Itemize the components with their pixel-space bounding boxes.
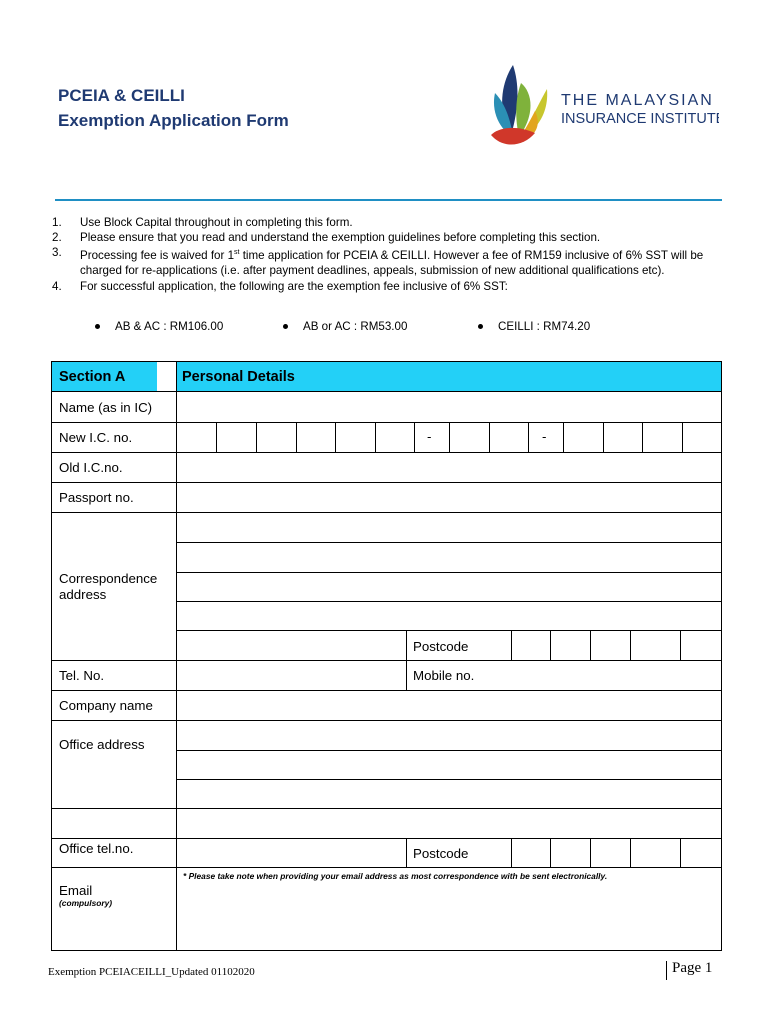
label-office-address: Office address [59, 737, 145, 752]
logo-text-line1: THE MALAYSIAN [561, 92, 714, 109]
label-postcode-office: Postcode [413, 846, 469, 861]
label-company: Company name [59, 698, 153, 713]
label-address: address [59, 587, 107, 602]
label-name: Name (as in IC) [59, 400, 153, 415]
leaf-logo-icon [491, 65, 547, 145]
ic-separator: - [542, 429, 547, 444]
bullet-icon [95, 324, 100, 329]
bullet-icon [283, 324, 288, 329]
instruction-item: 1. Use Block Capital throughout in completing this form. [52, 216, 353, 229]
email-compulsory-note: (compulsory) [59, 898, 113, 908]
fee-item: AB or AC : RM53.00 [283, 320, 407, 333]
form-subtitle: Exemption Application Form [58, 111, 289, 130]
logo-text-line2: INSURANCE INSTITUTE [561, 111, 719, 127]
email-input[interactable] [177, 880, 721, 950]
label-email: Email [59, 883, 93, 898]
office-address-input[interactable] [177, 721, 721, 838]
page-number: Page 1 [672, 960, 713, 976]
fee-item: AB & AC : RM106.00 [95, 320, 223, 333]
old-ic-input[interactable] [177, 453, 721, 482]
label-passport: Passport no. [59, 490, 134, 505]
instruction-item: 2. Please ensure that you read and understand the exemption guidelines before completing this section. [52, 231, 601, 245]
instruction-item: 4. For successful application, the following are the exemption fee inclusive of 6% SST: [52, 279, 508, 293]
fee-item: CEILLI : RM74.20 [478, 320, 590, 333]
section-title: Personal Details [182, 369, 295, 385]
label-postcode: Postcode [413, 639, 469, 654]
tel-input[interactable] [177, 661, 406, 690]
instructions-list [52, 215, 722, 294]
footer-doc-id: Exemption PCEIACEILLI_Updated 01102020 [48, 966, 255, 978]
instruction-item: 3. Processing fee is waived for 1st time application for PCEIA & CEILLI. However a fee of RM159 inclusive of 6% SST will be charged for re-applications (i.e. after payment deadlines, appeals, submission of new additional qualifications etc). [52, 246, 704, 278]
correspondence-address-input[interactable] [177, 513, 721, 630]
section-label: Section A [59, 369, 126, 385]
email-warning-note: * Please take note when providing your email address as most correspondence with be sent electronically. [183, 871, 608, 881]
passport-input[interactable] [177, 483, 721, 512]
label-correspondence: Correspondence [59, 571, 158, 586]
name-input[interactable] [177, 392, 721, 422]
label-new-ic: New I.C. no. [59, 430, 133, 445]
label-tel: Tel. No. [59, 668, 105, 683]
footer-divider [666, 961, 667, 980]
header-divider [55, 199, 722, 201]
bullet-icon [478, 324, 483, 329]
label-mobile: Mobile no. [413, 668, 475, 683]
label-old-ic: Old I.C.no. [59, 460, 123, 475]
label-office-tel: Office tel.no. [59, 841, 134, 856]
form-title: PCEIA & CEILLI [58, 86, 185, 105]
mii-logo [487, 63, 719, 149]
company-name-input[interactable] [177, 691, 721, 720]
ic-separator: - [427, 429, 432, 444]
mobile-input[interactable] [512, 661, 721, 690]
